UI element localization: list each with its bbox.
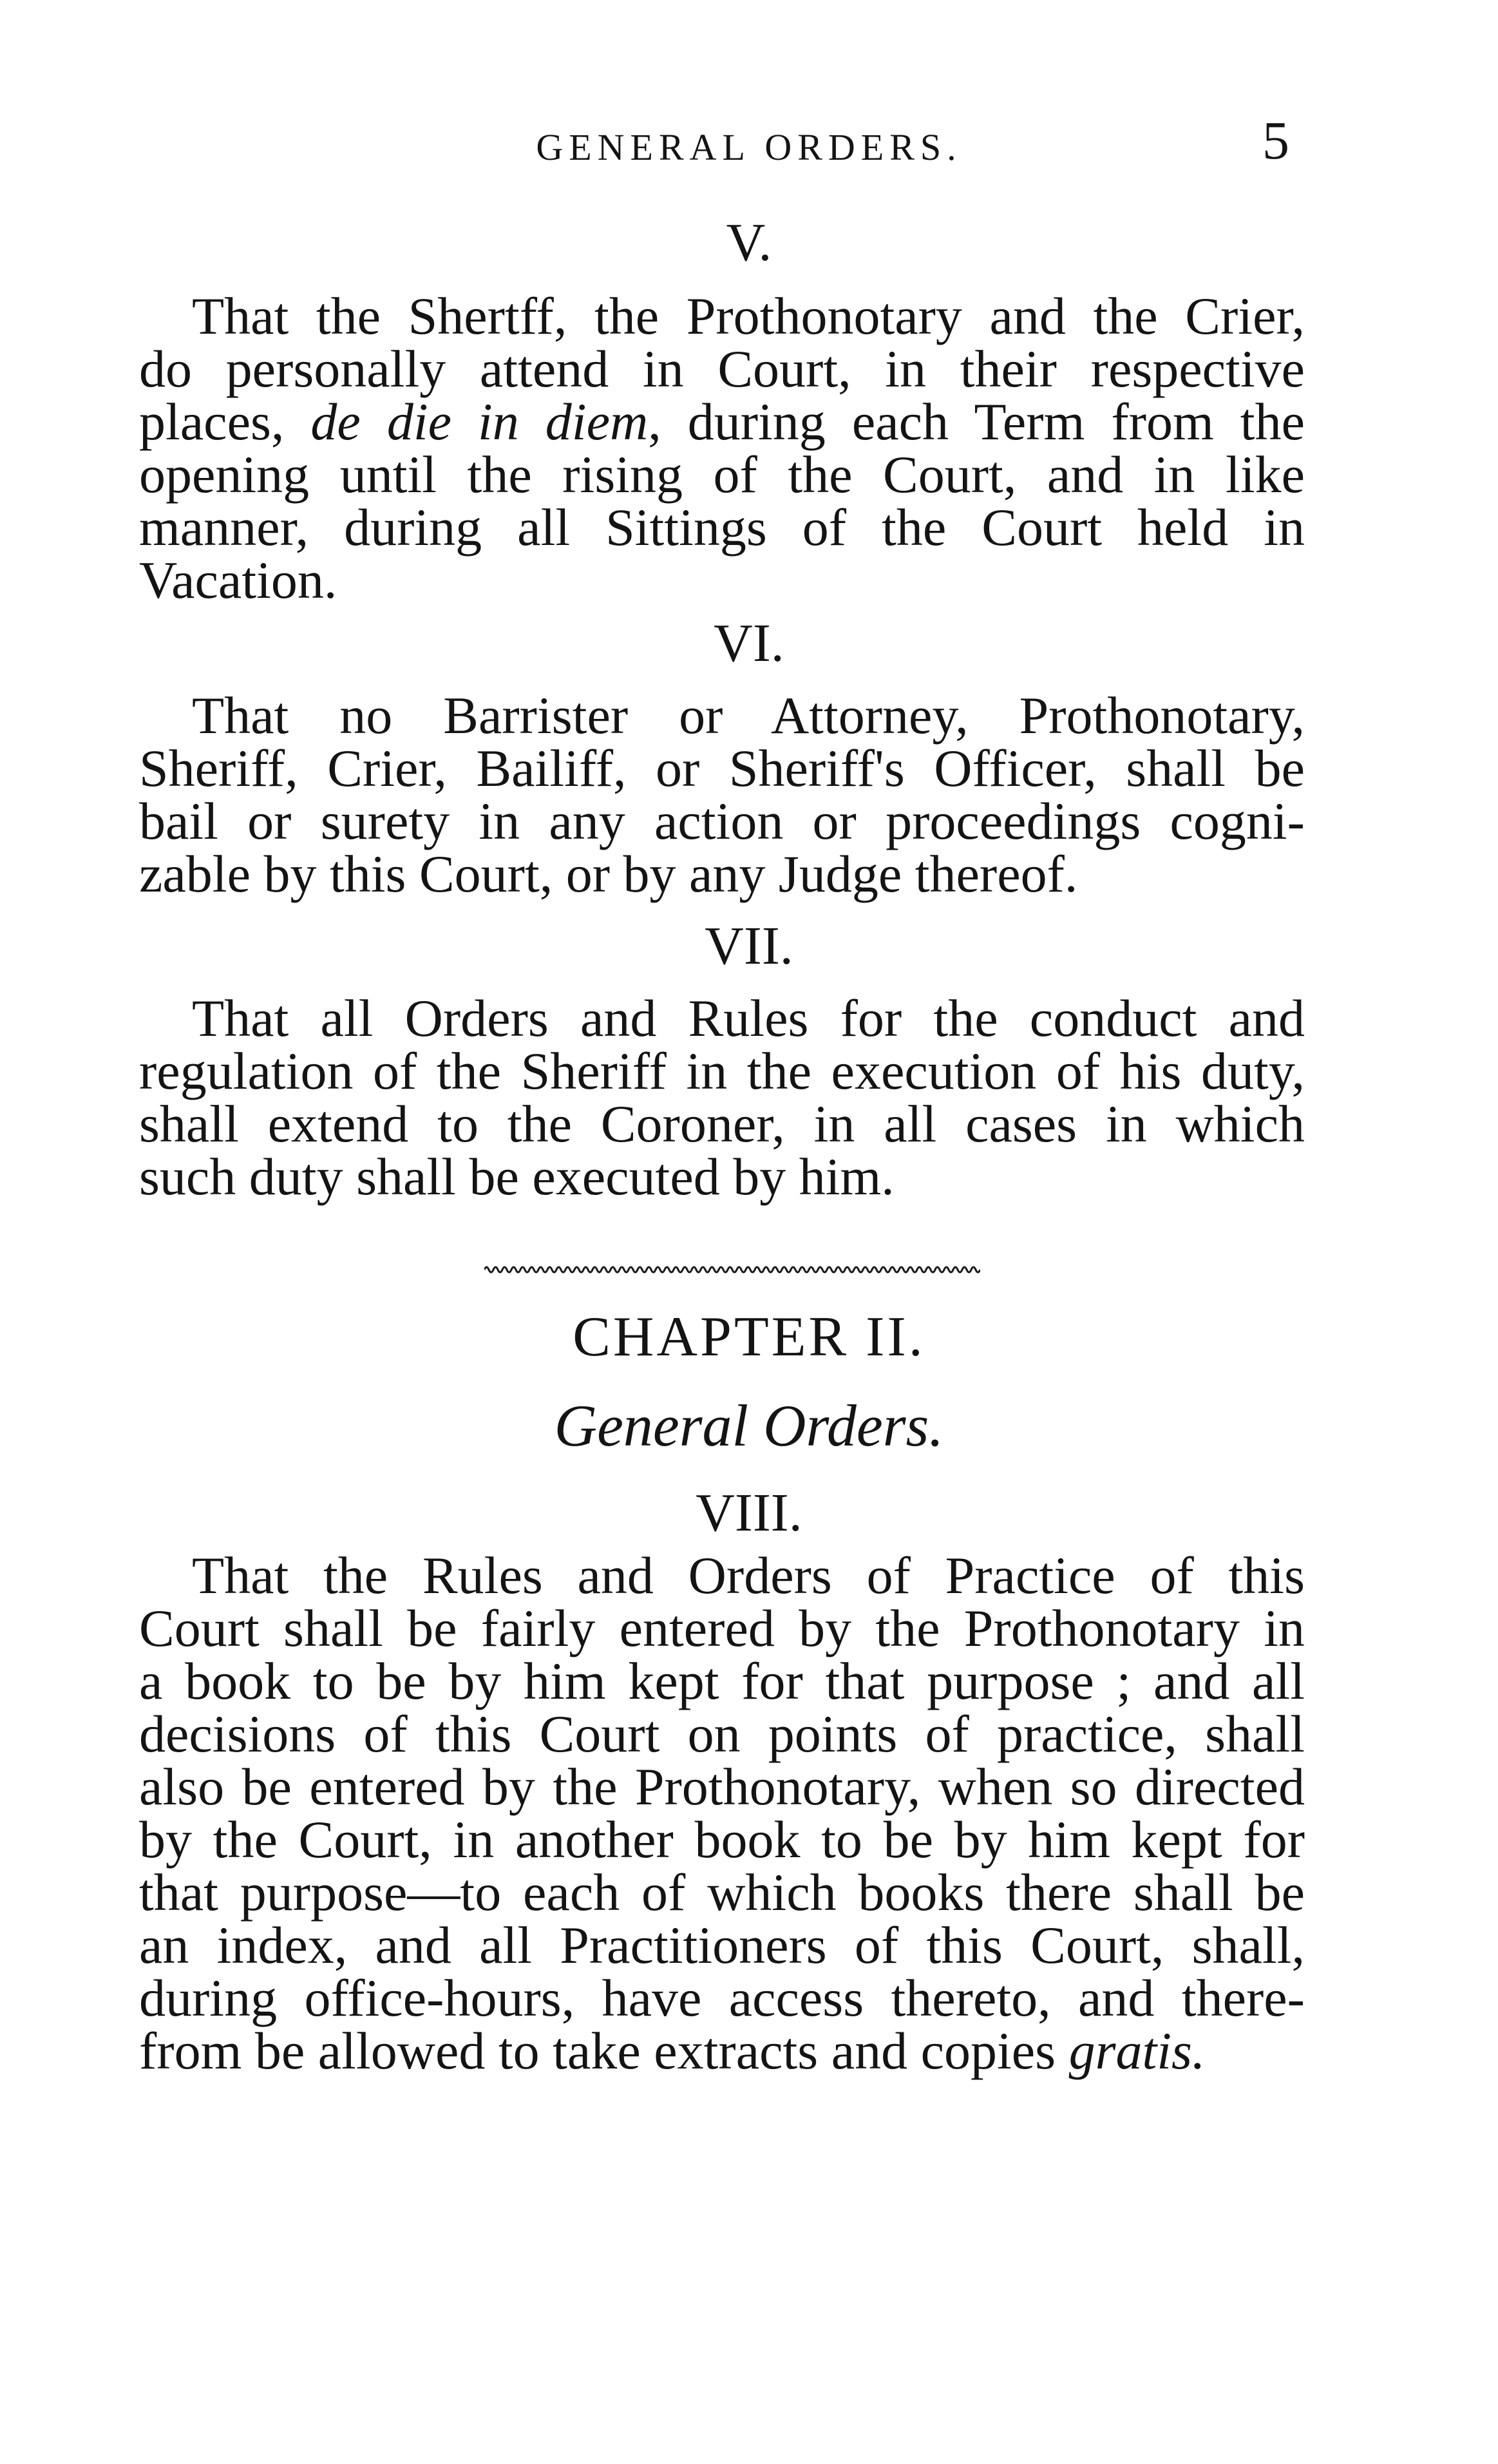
- text-line: by the Court, in another book to be by him kept for: [139, 1810, 1305, 1869]
- section-number-vii: VII.: [705, 916, 793, 976]
- section-vi-text: [139, 686, 1305, 903]
- text-line: bail or surety in any action or proceedings cogni-: [139, 792, 1305, 850]
- text-line: that purpose—to each of which books there shall be: [139, 1863, 1305, 1922]
- section-number-viii: VIII.: [696, 1483, 802, 1543]
- text-line-with-italic: from be allowed to take extracts and copies gratis.: [139, 2021, 1206, 2080]
- text-line: also be entered by the Prothonotary, when so directed: [139, 1757, 1305, 1816]
- text-line: manner, during all Sittings of the Court held in: [139, 498, 1305, 557]
- text-line: regulation of the Sheriff in the execution of his duty,: [139, 1042, 1305, 1100]
- text-line: That the Rules and Orders of Practice of this: [192, 1546, 1305, 1605]
- section-viii-text: [139, 1546, 1305, 2080]
- section-v-text: [139, 287, 1305, 609]
- text-line: a book to be by him kept for that purpose ; and all: [139, 1652, 1305, 1710]
- text-line: opening until the rising of the Court, and in like: [139, 445, 1305, 504]
- section-vii-text: [139, 989, 1305, 1206]
- text-line: such duty shall be executed by him.: [139, 1147, 895, 1206]
- italic-phrase: de die in diem: [310, 392, 649, 451]
- section-number-vi: VI.: [714, 613, 784, 673]
- text-line-with-italic: places, de die in diem, during each Term from the: [139, 392, 1305, 451]
- text-line: decisions of this Court on points of practice, shall: [139, 1705, 1305, 1763]
- text-line: zable by this Court, or by any Judge thereof.: [139, 845, 1078, 903]
- text-line: Court shall be fairly entered by the Prothonotary in: [139, 1599, 1305, 1657]
- text-line: an index, and all Practitioners of this Court, shall,: [139, 1916, 1305, 1974]
- chapter-title: CHAPTER II.: [573, 1306, 925, 1368]
- text-line: That the Shertff, the Prothonotary and the Crier,: [192, 287, 1305, 345]
- text-line: Sheriff, Crier, Bailiff, or Sheriff's Officer, shall be: [139, 739, 1305, 797]
- text-line: shall extend to the Coroner, in all cases in which: [139, 1094, 1305, 1153]
- text-line: Vacation.: [139, 551, 337, 609]
- text-line: That no Barrister or Attorney, Prothonotary,: [192, 686, 1305, 745]
- section-number-v: V.: [726, 213, 772, 272]
- text-line: That all Orders and Rules for the conduct and: [192, 989, 1305, 1047]
- page-number: 5: [1262, 111, 1289, 171]
- text-line: during office-hours, have access thereto, and there-: [139, 1969, 1305, 2027]
- running-header-title: GENERAL ORDERS.: [536, 126, 962, 168]
- text-line: do personally attend in Court, in their respective: [139, 339, 1305, 398]
- italic-phrase: gratis.: [1068, 2021, 1206, 2080]
- ornamental-divider: [484, 1259, 980, 1279]
- chapter-subtitle: General Orders.: [554, 1393, 944, 1458]
